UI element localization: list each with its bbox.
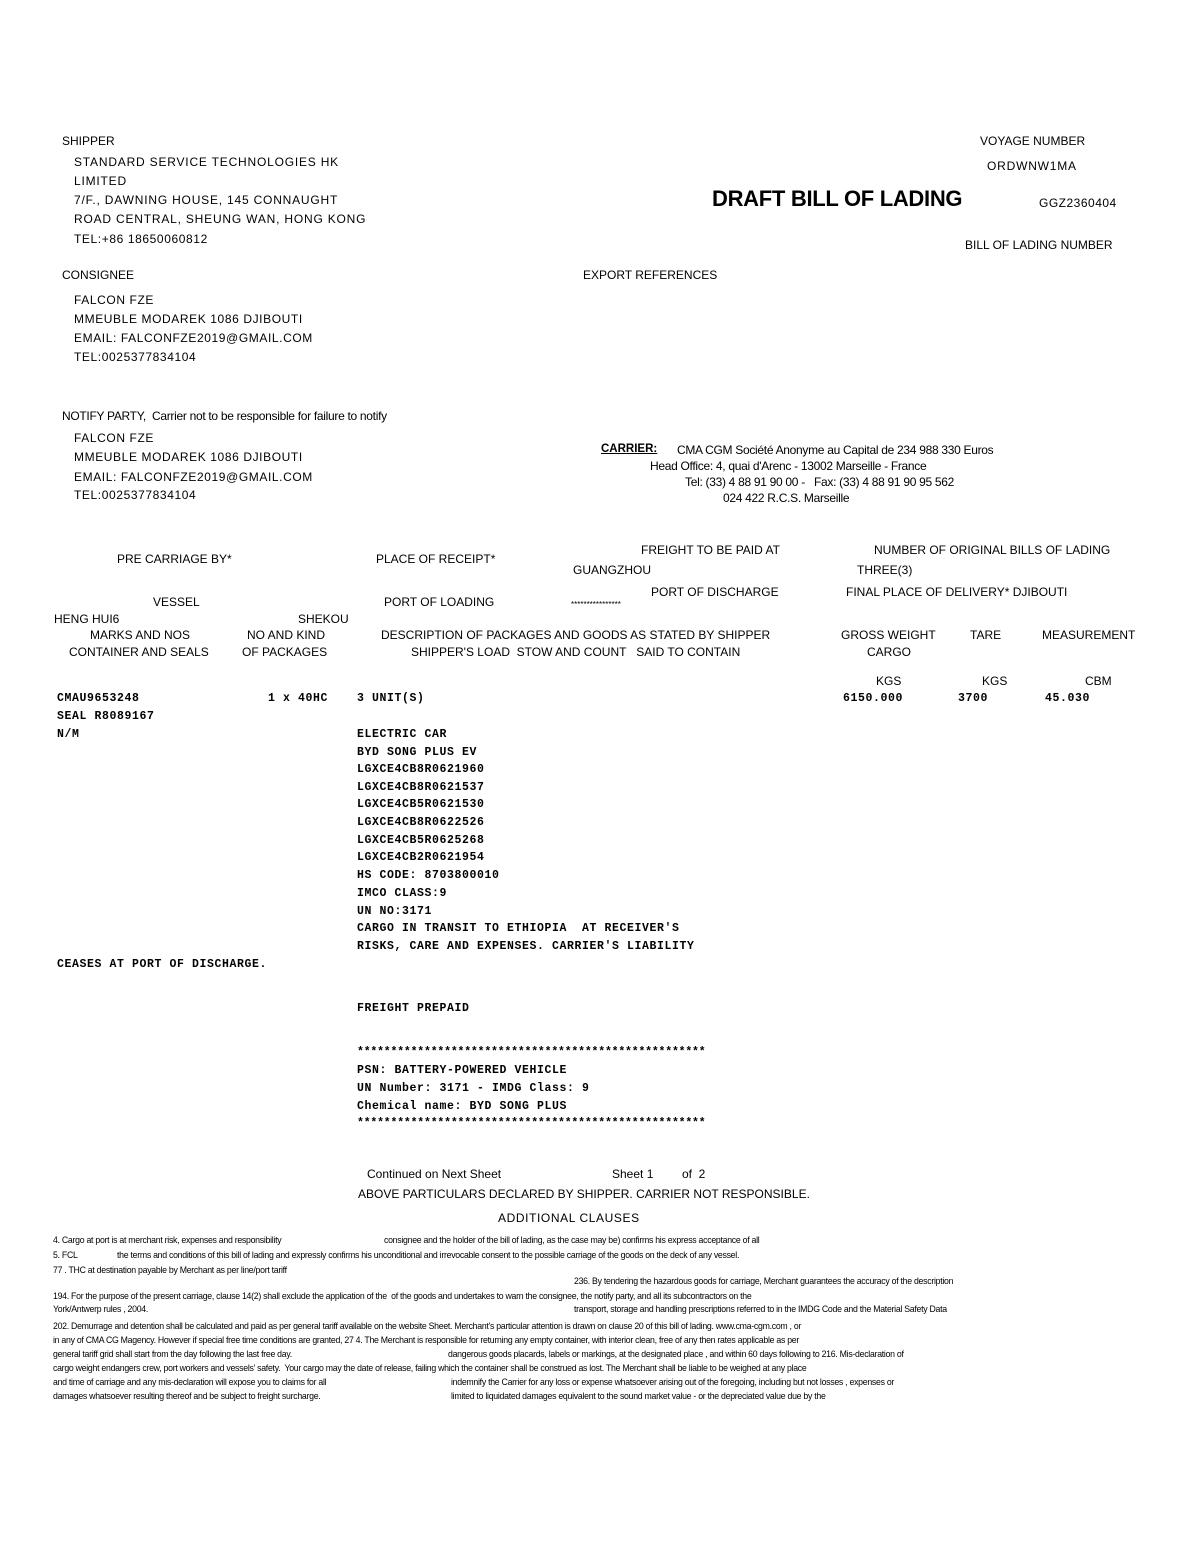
freight-terms: FREIGHT PREPAID bbox=[357, 1002, 470, 1015]
shipper-line: 7/F., DAWNING HOUSE, 145 CONNAUGHT bbox=[74, 193, 339, 207]
clause-text: transport, storage and handling prescriptions referred to in the IMDG Code and the Material Safety Data bbox=[574, 1304, 947, 1315]
consignee-line: EMAIL: FALCONFZE2019@GMAIL.COM bbox=[74, 331, 313, 345]
freight-payable-value: GUANGZHOU bbox=[573, 563, 651, 577]
marks-header: MARKS AND NOS bbox=[90, 628, 191, 642]
shipper-line: LIMITED bbox=[74, 174, 127, 188]
sheet-total: of 2 bbox=[682, 1167, 706, 1181]
shipper-line: STANDARD SERVICE TECHNOLOGIES HK bbox=[74, 155, 339, 169]
carrier-line: 024 422 R.C.S. Marseille bbox=[723, 491, 850, 505]
marks: N/M bbox=[57, 728, 80, 741]
voyage-number: ORDWNW1MA bbox=[987, 159, 1077, 173]
description-header: DESCRIPTION OF PACKAGES AND GOODS AS STATED BY SHIPPER bbox=[381, 628, 771, 642]
packages-header: OF PACKAGES bbox=[242, 645, 328, 659]
final-delivery-label: FINAL PLACE OF DELIVERY* DJIBOUTI bbox=[846, 585, 1068, 599]
shipper-label: SHIPPER bbox=[62, 134, 115, 148]
tare-weight: 3700 bbox=[958, 692, 989, 705]
description-line: LGXCE4CB8R0621960 bbox=[357, 763, 485, 776]
notify-line: FALCON FZE bbox=[74, 431, 155, 445]
units: 3 UNIT(S) bbox=[357, 692, 425, 705]
description-line: BYD SONG PLUS EV bbox=[357, 746, 478, 759]
separator-stars: **************************************************** bbox=[357, 1046, 706, 1059]
vessel-label: VESSEL bbox=[153, 595, 200, 609]
description-line: IMCO CLASS:9 bbox=[357, 887, 448, 900]
carrier-line: CMA CGM Société Anonyme au Capital de 234 988 330 Euros bbox=[677, 443, 994, 457]
port-of-loading-value: SHEKOU bbox=[298, 612, 349, 626]
seal-number: SEAL R8089167 bbox=[57, 710, 155, 723]
clause-text: dangerous goods placards, labels or markings, at the designated place , and within 60 days following to 216. Mis-declaration of bbox=[448, 1349, 904, 1360]
description-line: LGXCE4CB2R0621954 bbox=[357, 851, 485, 864]
port-of-discharge-label: PORT OF DISCHARGE bbox=[651, 585, 779, 599]
description-header: SHIPPER'S LOAD STOW AND COUNT SAID TO CONTAIN bbox=[411, 645, 741, 659]
port-of-loading-label: PORT OF LOADING bbox=[384, 595, 495, 609]
shipper-line: ROAD CENTRAL, SHEUNG WAN, HONG KONG bbox=[74, 212, 367, 226]
clause-text: 5. FCL bbox=[53, 1250, 78, 1261]
clause-text: 202. Demurrage and detention shall be calculated and paid as per general tariff available on the website Sheet. Merchant's particular attention is drawn on clause 20 of this bill of lading. www.cma-cgm.com , or bbox=[53, 1321, 802, 1332]
description-line: CARGO IN TRANSIT TO ETHIOPIA AT RECEIVER'S bbox=[357, 922, 680, 935]
measurement: 45.030 bbox=[1045, 692, 1091, 705]
description-line: LGXCE4CB8R0621537 bbox=[357, 781, 485, 794]
notify-line: MMEUBLE MODAREK 1086 DJIBOUTI bbox=[74, 450, 303, 464]
clause-text: in any of CMA CG Magency. However if special free time conditions are granted, 27 4. The Merchant is responsible for returning any empty container, with interior clean, free of any then rates applicable as per bbox=[53, 1335, 800, 1346]
clause-text: and time of carriage and any mis-declaration will expose you to claims for all bbox=[53, 1377, 327, 1388]
carrier-line: Head Office: 4, quai d'Arenc - 13002 Marseille - France bbox=[650, 459, 927, 473]
shipper-line: TEL:+86 18650060812 bbox=[74, 232, 208, 246]
gross-weight-header: GROSS WEIGHT bbox=[841, 628, 936, 642]
continued-note: Continued on Next Sheet bbox=[367, 1167, 502, 1181]
clause-text: consignee and the holder of the bill of lading, as the case may be) confirms his express acceptance of all bbox=[384, 1235, 760, 1246]
container-number: CMAU9653248 bbox=[57, 692, 140, 705]
place-of-receipt-label: PLACE OF RECEIPT* bbox=[376, 552, 496, 566]
export-references-label: EXPORT REFERENCES bbox=[583, 268, 718, 282]
clause-text: 194. For the purpose of the present carriage, clause 14(2) shall exclude the application of the of the goods and undertakes to warn the consignee, the notify party, and all its subcontractors on the bbox=[53, 1291, 752, 1302]
bl-number: GGZ2360404 bbox=[1039, 196, 1117, 210]
separator-stars: **************************************************** bbox=[357, 1117, 706, 1130]
notify-line: EMAIL: FALCONFZE2019@GMAIL.COM bbox=[74, 470, 313, 484]
notify-line: TEL:0025377834104 bbox=[74, 488, 197, 502]
original-bills-label: NUMBER OF ORIGINAL BILLS OF LADING bbox=[874, 543, 1111, 557]
description-line: CEASES AT PORT OF DISCHARGE. bbox=[57, 958, 268, 971]
freight-payable-label: FREIGHT TO BE PAID AT bbox=[641, 543, 780, 557]
description-line: LGXCE4CB5R0625268 bbox=[357, 834, 485, 847]
clause-text: 4. Cargo at port is at merchant risk, expenses and responsibility bbox=[53, 1235, 282, 1246]
tare-header: TARE bbox=[970, 628, 1002, 642]
un-number-line: UN Number: 3171 - IMDG Class: 9 bbox=[357, 1082, 590, 1095]
gross-weight: 6150.000 bbox=[843, 692, 904, 705]
description-line: ELECTRIC CAR bbox=[357, 728, 448, 741]
measurement-unit: CBM bbox=[1085, 674, 1112, 688]
consignee-line: MMEUBLE MODAREK 1086 DJIBOUTI bbox=[74, 312, 303, 326]
document-title: DRAFT BILL OF LADING bbox=[712, 186, 963, 211]
precarriage-label: PRE CARRIAGE BY* bbox=[117, 552, 232, 566]
sheet-number: Sheet 1 bbox=[612, 1167, 654, 1181]
tare-unit: KGS bbox=[982, 674, 1008, 688]
gross-unit: KGS bbox=[876, 674, 902, 688]
marks-header: CONTAINER AND SEALS bbox=[69, 645, 209, 659]
clause-text: the terms and conditions of this bill of lading and expressly confirms his unconditional and irrevocable consent to the possible carriage of the goods on the deck of any vessel. bbox=[117, 1250, 740, 1261]
chemical-name-line: Chemical name: BYD SONG PLUS bbox=[357, 1100, 568, 1113]
clause-text: 236. By tendering the hazardous goods for carriage, Merchant guarantees the accuracy of the description bbox=[574, 1276, 954, 1287]
description-line: UN NO:3171 bbox=[357, 905, 433, 918]
clause-text: limited to liquidated damages equivalent to the sound market value - or the depreciated value due by the bbox=[451, 1391, 826, 1402]
description-line: HS CODE: 8703800010 bbox=[357, 869, 500, 882]
carrier-line: Tel: (33) 4 88 91 90 00 - Fax: (33) 4 88 91 90 95 562 bbox=[685, 475, 955, 489]
clause-text: indemnify the Carrier for any loss or expense whatsoever arising out of the foregoing, including but not losses , expenses or bbox=[451, 1377, 895, 1388]
gross-weight-header: CARGO bbox=[867, 645, 912, 659]
consignee-line: FALCON FZE bbox=[74, 293, 155, 307]
port-of-discharge-value: **************** bbox=[571, 600, 621, 609]
notify-party-label: NOTIFY PARTY, Carrier not to be responsible for failure to notify bbox=[62, 409, 387, 423]
consignee-line: TEL:0025377834104 bbox=[74, 350, 197, 364]
clause-text: 77 . THC at destination payable by Merchant as per line/port tariff bbox=[53, 1265, 287, 1276]
additional-clauses-heading: ADDITIONAL CLAUSES bbox=[498, 1211, 640, 1225]
clause-text: York/Antwerp rules , 2004. bbox=[53, 1304, 149, 1315]
voyage-label: VOYAGE NUMBER bbox=[980, 134, 1086, 148]
consignee-label: CONSIGNEE bbox=[62, 268, 135, 282]
packages: 1 x 40HC bbox=[268, 692, 329, 705]
clause-text: damages whatsoever resulting thereof and be subject to freight surcharge. bbox=[53, 1391, 321, 1402]
description-line: LGXCE4CB8R0622526 bbox=[357, 816, 485, 829]
carrier-label: CARRIER: bbox=[601, 443, 658, 455]
vessel-value: HENG HUI6 bbox=[54, 612, 120, 626]
packages-header: NO AND KIND bbox=[247, 628, 326, 642]
psn-line: PSN: BATTERY-POWERED VEHICLE bbox=[357, 1064, 568, 1077]
bl-number-label: BILL OF LADING NUMBER bbox=[965, 238, 1113, 252]
declared-note: ABOVE PARTICULARS DECLARED BY SHIPPER. CARRIER NOT RESPONSIBLE. bbox=[358, 1187, 810, 1201]
description-line: RISKS, CARE AND EXPENSES. CARRIER'S LIABILITY bbox=[357, 940, 695, 953]
clause-text: general tariff grid shall start from the day following the last free day. bbox=[53, 1349, 292, 1360]
original-bills-value: THREE(3) bbox=[857, 563, 913, 577]
clause-text: cargo weight endangers crew, port workers and vessels' safety. Your cargo may the date of release, failing which the container shall be construed as lost. The Merchant shall be liable to be weighed at any place bbox=[53, 1363, 807, 1374]
description-line: LGXCE4CB5R0621530 bbox=[357, 798, 485, 811]
measurement-header: MEASUREMENT bbox=[1042, 628, 1136, 642]
